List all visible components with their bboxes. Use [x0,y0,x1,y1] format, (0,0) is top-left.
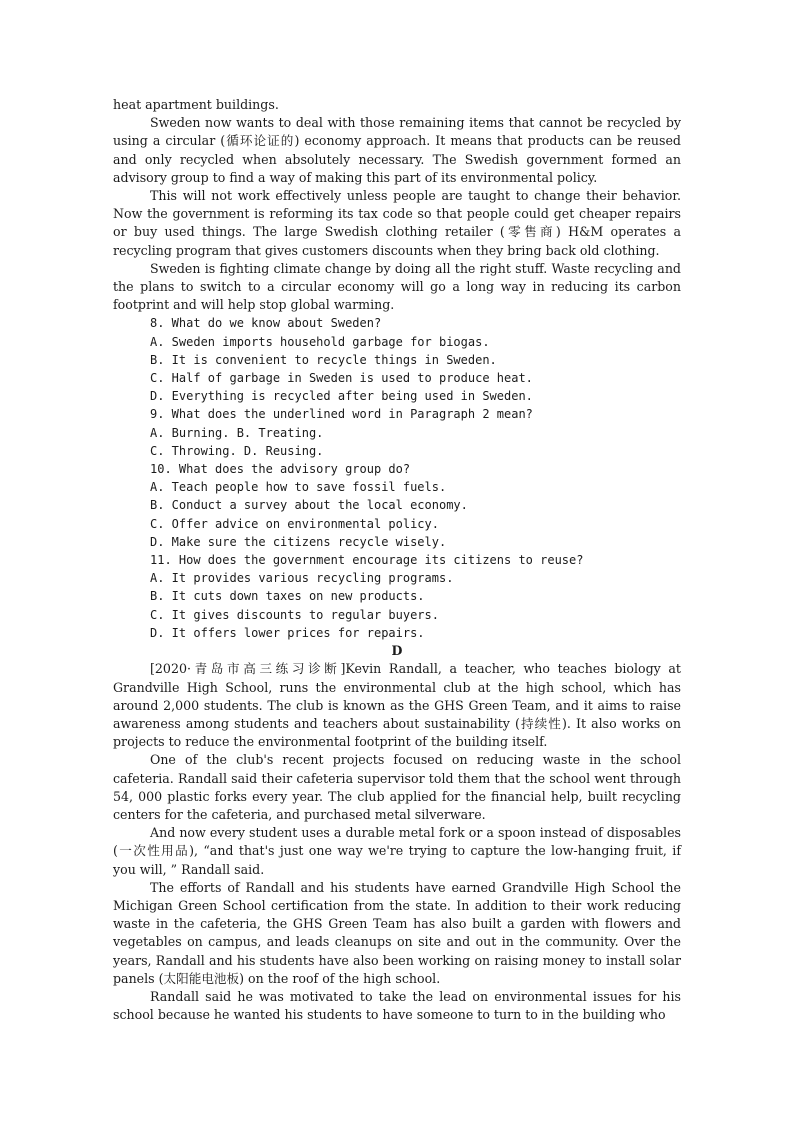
option-8d: D. Everything is recycled after being used in Sweden. [150,389,533,404]
option-11a: A. It provides various recycling programs. [150,571,454,586]
option-11d: D. It offers lower prices for repairs. [150,625,425,640]
option-11c: C. It gives discounts to regular buyers. [150,607,439,622]
section-heading-d: D [391,643,403,659]
passage-d-paragraph-2: One of the club's recent projects focused on reducing waste in the school cafeteria. Randall said their cafeteria supervisor told them that the school went through 54, 000 plastic forks every year. The club applied for the financial help, built recycling centers for the cafeteria, and purchased metal silverware. [113,752,681,822]
question-8: 8. What do we know about Sweden? [150,316,382,331]
passage-d-paragraph-4: The efforts of Randall and his students have earned Grandville High School the Michigan Green School certification from the state. In addition to their work reducing waste in the cafeteria, the GHS Green Team has also built a garden with flowers and vegetables on campus, and leads cleanups on site and out in the community. Over the years, Randall and his students have also been working on raising money to install solar panels (太阳能电池板) on the roof of the high school. [113,879,681,986]
document-page [113,96,681,1024]
options-9ab: A. Burning. B. Treating. [150,425,324,440]
option-8b: B. It is convenient to recycle things in Sweden. [150,352,497,367]
question-list [113,314,681,642]
options-9cd: C. Throwing. D. Reusing. [150,443,324,458]
option-10a: A. Teach people how to save fossil fuels. [150,480,447,495]
passage-c-paragraph-3: This will not work effectively unless people are taught to change their behavior. Now the government is reforming its tax code so that people could get cheaper repairs or buy used things. The large Swedish clothing retailer (零售商) H&M operates a recycling program that gives customers discounts when they bring back old clothing. [113,188,681,258]
passage-c-paragraph-1: heat apartment buildings. [113,97,279,112]
option-10d: D. Make sure the citizens recycle wisely. [150,534,447,549]
option-8a: A. Sweden imports household garbage for biogas. [150,334,490,349]
option-10c: C. Offer advice on environmental policy. [150,516,439,531]
option-11b: B. It cuts down taxes on new products. [150,589,425,604]
question-11: 11. How does the government encourage its citizens to reuse? [150,553,584,568]
passage-c-paragraph-4: Sweden is fighting climate change by doing all the right stuff. Waste recycling and the plans to switch to a circular economy will go a long way in reducing its carbon footprint and will help stop global warming. [113,260,681,313]
option-10b: B. Conduct a survey about the local economy. [150,498,468,513]
passage-d-paragraph-1: [2020·青岛市高三练习诊断]Kevin Randall, a teacher, who teaches biology at Grandville High School, runs the environmental club at the high school, which has around 2,000 students. The club is known as the GHS Green Team, and it aims to raise awareness among students and teachers about sustainability (持续性). It also works on projects to reduce the environmental footprint of the building itself. [113,661,681,750]
passage-d-paragraph-3: And now every student uses a durable metal fork or a spoon instead of disposables (一次性用品), “and that's just one way we're trying to capture the low-hanging fruit, if you will, ” Randall said. [113,825,681,877]
question-9: 9. What does the underlined word in Paragraph 2 mean? [150,407,533,422]
option-8c: C. Half of garbage in Sweden is used to produce heat. [150,371,533,386]
passage-c-paragraph-2: Sweden now wants to deal with those remaining items that cannot be recycled by using a circular (循环论证的) economy approach. It means that products can be reused and only recycled when absolutely necessary. The Swedish government formed an advisory group to find a way of making this part of its environmental policy. [113,115,681,185]
passage-d-paragraph-5: Randall said he was motivated to take the lead on environmental issues for his school because he wanted his students to have someone to turn to in the building who [113,988,681,1023]
question-10: 10. What does the advisory group do? [150,462,411,477]
